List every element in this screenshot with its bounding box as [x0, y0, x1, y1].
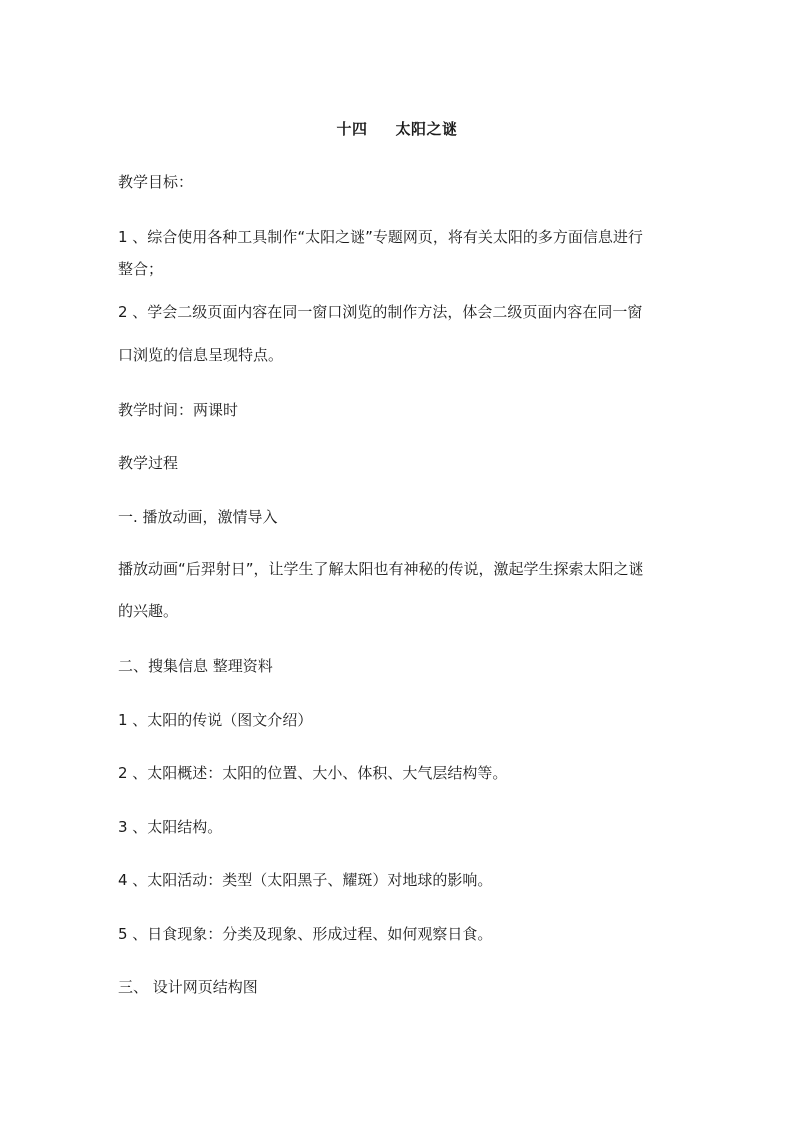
objective-2-line-2: 口浏览的信息呈现特点。	[118, 346, 284, 364]
teaching-time: 教学时间：两课时	[118, 401, 239, 419]
objective-2-line-1: 2 、学会二级页面内容在同一窗口浏览的制作方法，体会二级页面内容在同一窗	[118, 303, 643, 321]
section-1-heading: 一. 播放动画，激情导入	[118, 508, 278, 526]
objective-1-line-1: 1 、综合使用各种工具制作“太阳之谜”专题网页，将有关太阳的多方面信息进行	[118, 228, 643, 246]
section-2-item-1: 1 、太阳的传说（图文介绍）	[118, 711, 313, 729]
lesson-title	[0, 118, 794, 139]
lesson-number: 十四	[336, 120, 368, 138]
section-2-item-5: 5 、日食现象：分类及现象、形成过程、如何观察日食。	[118, 925, 493, 943]
section-2-item-4: 4 、太阳活动：类型（太阳黑子、耀斑）对地球的影响。	[118, 871, 493, 889]
section-1-para-line-2: 的兴趣。	[118, 602, 179, 620]
lesson-title-text: 太阳之谜	[395, 120, 458, 138]
process-heading: 教学过程	[118, 454, 179, 472]
section-2-heading: 二、搜集信息 整理资料	[118, 657, 273, 675]
section-3-heading: 三、 设计网页结构图	[118, 978, 258, 996]
objective-1-line-2: 整合；	[118, 260, 164, 278]
section-2-item-3: 3 、太阳结构。	[118, 818, 223, 836]
section-2-item-2: 2 、太阳概述：太阳的位置、大小、体积、大气层结构等。	[118, 764, 508, 782]
section-1-para-line-1: 播放动画“后羿射日”，让学生了解太阳也有神秘的传说，激起学生探索太阳之谜	[118, 560, 644, 578]
objectives-heading: 教学目标：	[118, 173, 194, 191]
